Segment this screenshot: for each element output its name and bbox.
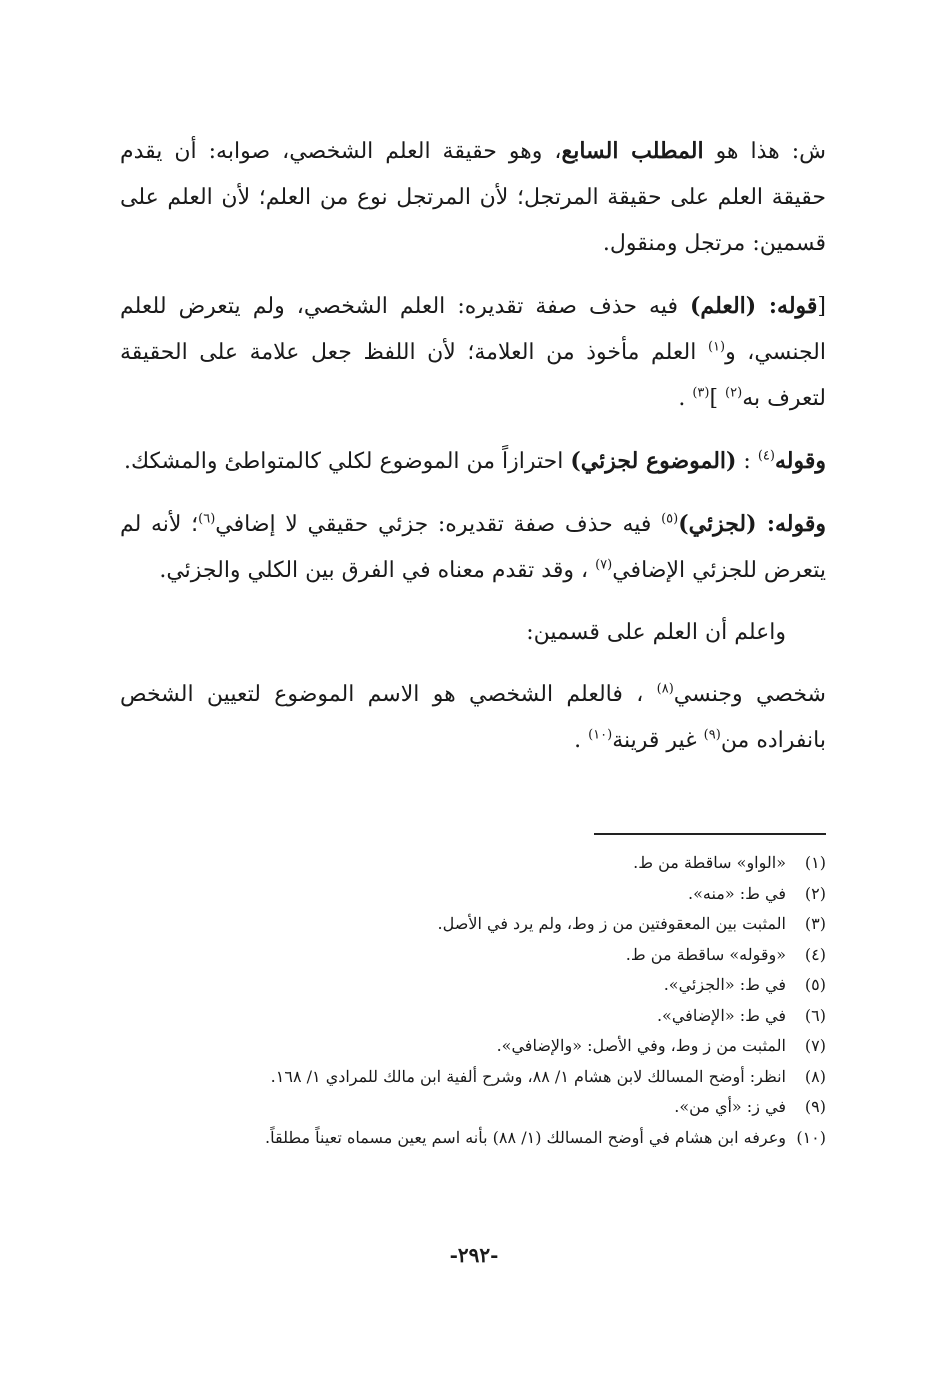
footnote-number: (٩) <box>804 1097 826 1116</box>
footnote-text: «وقوله» ساقطة من ط. <box>625 944 786 964</box>
footnote-number: (٥) <box>804 975 826 994</box>
footnote-number: (١) <box>804 853 826 872</box>
footnote-text: وعرفه ابن هشام في أوضح المسالك (١/ ٨٨) بأنه اسم يعين مسماه تعيناً مطلقاً. <box>265 1127 786 1147</box>
paragraph-2-text-e: . <box>678 386 693 411</box>
paragraph-4-text-c: ، وقد تقدم معناه في الفرق بين الكلي والجزئي. <box>159 558 596 583</box>
footnote-number: (٦) <box>804 1005 826 1025</box>
footnote-number: (٤) <box>804 944 826 964</box>
paragraph-2 <box>120 283 826 422</box>
paragraph-4 <box>120 501 826 594</box>
footnote-text: «الواو» ساقطة من ط. <box>633 853 786 872</box>
footnote-2 <box>120 879 826 910</box>
footnote-separator <box>594 833 826 835</box>
paragraph-6-text-c: غير قرينة <box>612 728 704 753</box>
footnote-5 <box>120 970 826 1001</box>
paragraph-6-text-d: . <box>574 728 589 753</box>
footnote-number: (٢) <box>804 883 826 903</box>
footnote-number: (٨) <box>804 1066 826 1086</box>
paragraph-3-bold: (الموضوع لجزئي) <box>570 448 737 474</box>
footnote-ref-7[interactable]: (٧) <box>595 557 613 573</box>
bracket-open: [ <box>817 294 826 319</box>
paragraph-4-bold: وقوله: (لجزئي) <box>678 511 826 537</box>
footnote-text: انظر: أوضح المسالك لابن هشام ١/ ٨٨، وشرح ألفية ابن مالك للمرادي ١/ ١٦٨. <box>270 1066 786 1086</box>
footnote-4 <box>120 940 826 971</box>
footnote-8 <box>120 1062 826 1093</box>
main-text <box>120 128 826 780</box>
footnote-9 <box>120 1092 826 1123</box>
footnote-ref-5[interactable]: (٥) <box>661 511 679 527</box>
paragraph-4-text-a: فيه حذف صفة تقديره: جزئي حقيقي لا إضافي <box>215 512 662 537</box>
paragraph-3-text-c: احترازاً من الموضوع لكلي كالمتواطئ والمشكك. <box>123 449 571 474</box>
paragraph-2-bold: قوله: (العلم) <box>690 293 818 319</box>
footnote-ref-1[interactable]: (١) <box>707 339 726 355</box>
footnote-ref-4[interactable]: (٤) <box>757 448 775 464</box>
paragraph-1 <box>120 128 826 267</box>
paragraph-2-text-c: العلم مأخوذ من العلامة؛ لأن اللفظ جعل علامة على الحقيقة لتعرف به <box>120 340 826 411</box>
footnote-text: المثبت بين المعقوفتين من ز وط، ولم يرد في الأصل. <box>437 914 786 933</box>
paragraph-3 <box>120 438 826 485</box>
paragraph-1-text-a: ش: هذا هو <box>703 139 827 164</box>
paragraph-1-bold: المطلب السابع <box>561 138 704 164</box>
footnote-1 <box>120 848 826 879</box>
paragraph-3-text-a: وقوله <box>774 448 826 474</box>
paragraph-6 <box>120 672 826 764</box>
footnote-3 <box>120 909 826 940</box>
footnote-text: المثبت من ز وط، وفي الأصل: «والإضافي». <box>496 1036 786 1055</box>
footnote-text: في ط: «الإضافي». <box>656 1005 786 1025</box>
page-number: -٢٩٢- <box>449 1243 499 1267</box>
paragraph-1-text-b: ، وهو حقيقة العلم الشخصي، صوابه: أن يقدم حقيقة العلم على حقيقة المرتجل؛ لأن المرتجل نوع من العلم؛ لأن العلم على قسمين: مرتجل ومنقول. <box>120 139 826 256</box>
footnote-text: في ز: «أي من». <box>674 1097 786 1116</box>
footnote-number: (٣) <box>804 914 826 933</box>
footnote-ref-3[interactable]: (٣) <box>692 385 710 401</box>
paragraph-4-text-b: ؛ لأنه لم يتعرض للجزئي الإضافي <box>120 512 826 583</box>
paragraph-3-text-b: : <box>736 449 758 474</box>
footnote-text: في ط: «منه». <box>688 883 786 903</box>
footnote-6 <box>120 1001 826 1032</box>
footnote-7 <box>120 1031 826 1062</box>
bracket-close: ] <box>709 386 726 411</box>
footnote-number: (٧) <box>804 1036 826 1055</box>
footnotes-list <box>120 848 826 1153</box>
paragraph-5: واعلم أن العلم على قسمين: <box>526 620 786 645</box>
footnote-number: (١٠) <box>796 1127 826 1147</box>
footnote-text: في ط: «الجزئي». <box>663 975 786 994</box>
paragraph-6-text-b: ، فالعلم الشخصي هو الاسم الموضوع لتعيين الشخص بانفراده من <box>120 682 826 753</box>
footnote-ref-6[interactable]: (٦) <box>198 511 216 527</box>
paragraph-6-text-a: شخصي وجنسي <box>673 682 826 707</box>
paragraph-2-text-b: فيه حذف صفة تقديره: العلم الشخصي، ولم يتعرض للعلم الجنسي، و <box>120 294 826 365</box>
footnote-ref-8[interactable]: (٨) <box>656 681 674 697</box>
footnote-ref-9[interactable]: (٩) <box>703 727 721 743</box>
footnote-10 <box>120 1123 826 1154</box>
footnote-ref-10[interactable]: (١٠) <box>588 727 613 743</box>
footnote-ref-2[interactable]: (٢) <box>725 385 743 401</box>
